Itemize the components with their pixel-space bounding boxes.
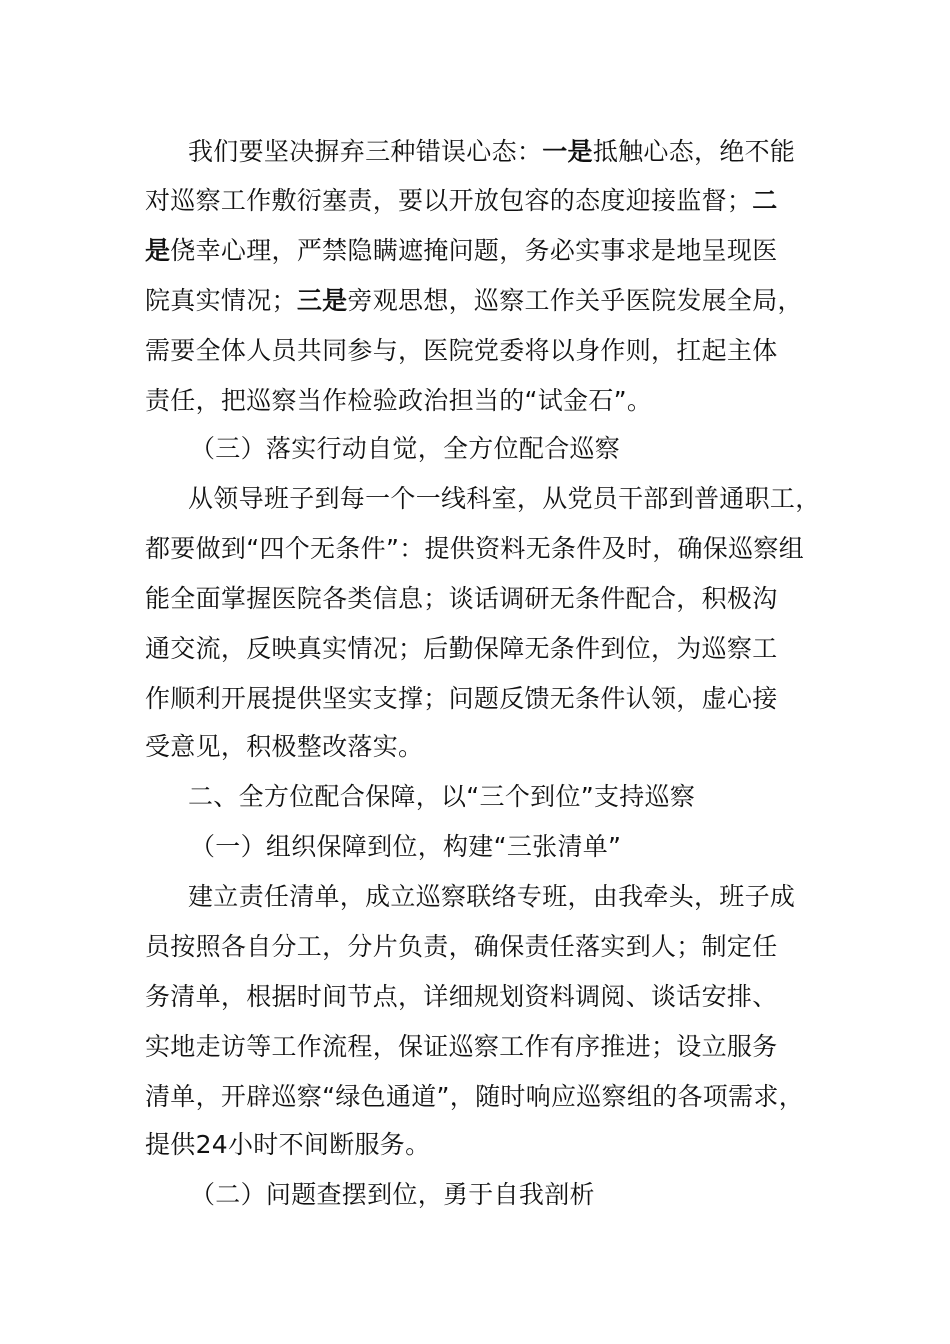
paragraph-line (145, 286, 803, 316)
bold-run: 一是 (542, 137, 593, 166)
paragraph-line: 能全面掌握医院各类信息；谈话调研无条件配合，积极沟 (145, 584, 778, 613)
paragraph-line: 责任，把巡察当作检验政治担当的“试金石”。 (145, 386, 653, 415)
subsection-heading: （二）问题查摆到位，勇于自我剖析 (190, 1180, 595, 1209)
bold-run: 是 (145, 236, 171, 265)
bold-run: 二 (752, 186, 778, 215)
bold-run: 三是 (296, 286, 348, 315)
paragraph-line: 都要做到“四个无条件”：提供资料无条件及时，确保巡察组 (145, 534, 805, 563)
text-run: 抵触心态，绝不能 (592, 137, 796, 166)
text-run: 对巡察工作敷衍塞责，要以开放包容的态度迎接监督； (145, 186, 753, 215)
paragraph-line: 实地走访等工作流程，保证巡察工作有序推进；设立服务 (145, 1032, 778, 1061)
text-run: 旁观思想，巡察工作关乎医院发展全局， (347, 286, 803, 315)
paragraph-line: 通交流，反映真实情况；后勤保障无条件到位，为巡察工 (145, 634, 778, 663)
paragraph-line: 务清单，根据时间节点，详细规划资料调阅、谈话安排、 (145, 982, 778, 1011)
paragraph-line (145, 236, 778, 266)
paragraph-line: 建立责任清单，成立巡察联络专班，由我牵头，班子成 (188, 882, 796, 911)
paragraph-line (188, 137, 795, 167)
text-run: 院真实情况； (145, 286, 297, 315)
subsection-heading: （三）落实行动自觉，全方位配合巡察 (190, 434, 621, 463)
subsection-heading: （一）组织保障到位，构建“三张清单” (190, 832, 622, 861)
paragraph-line: 从领导班子到每一个一线科室，从党员干部到普通职工， (188, 484, 821, 513)
text-run: 侥幸心理，严禁隐瞒遮掩问题，务必实事求是地呈现医 (170, 236, 778, 265)
paragraph-line: 受意见，积极整改落实。 (145, 732, 424, 761)
paragraph-line: 提供24小时不间断服务。 (145, 1130, 431, 1159)
section-heading: 二、全方位配合保障，以“三个到位”支持巡察 (188, 782, 696, 811)
paragraph-line (145, 186, 778, 216)
paragraph-line: 作顺利开展提供坚实支撑；问题反馈无条件认领，虚心接 (145, 684, 778, 713)
text-run: 我们要坚决摒弃三种错误心态： (188, 137, 543, 166)
paragraph-line: 员按照各自分工，分片负责，确保责任落实到人；制定任 (145, 932, 778, 961)
paragraph-line: 需要全体人员共同参与，医院党委将以身作则，扛起主体 (145, 336, 778, 365)
paragraph-line: 清单，开辟巡察“绿色通道”，随时响应巡察组的各项需求， (145, 1082, 805, 1111)
